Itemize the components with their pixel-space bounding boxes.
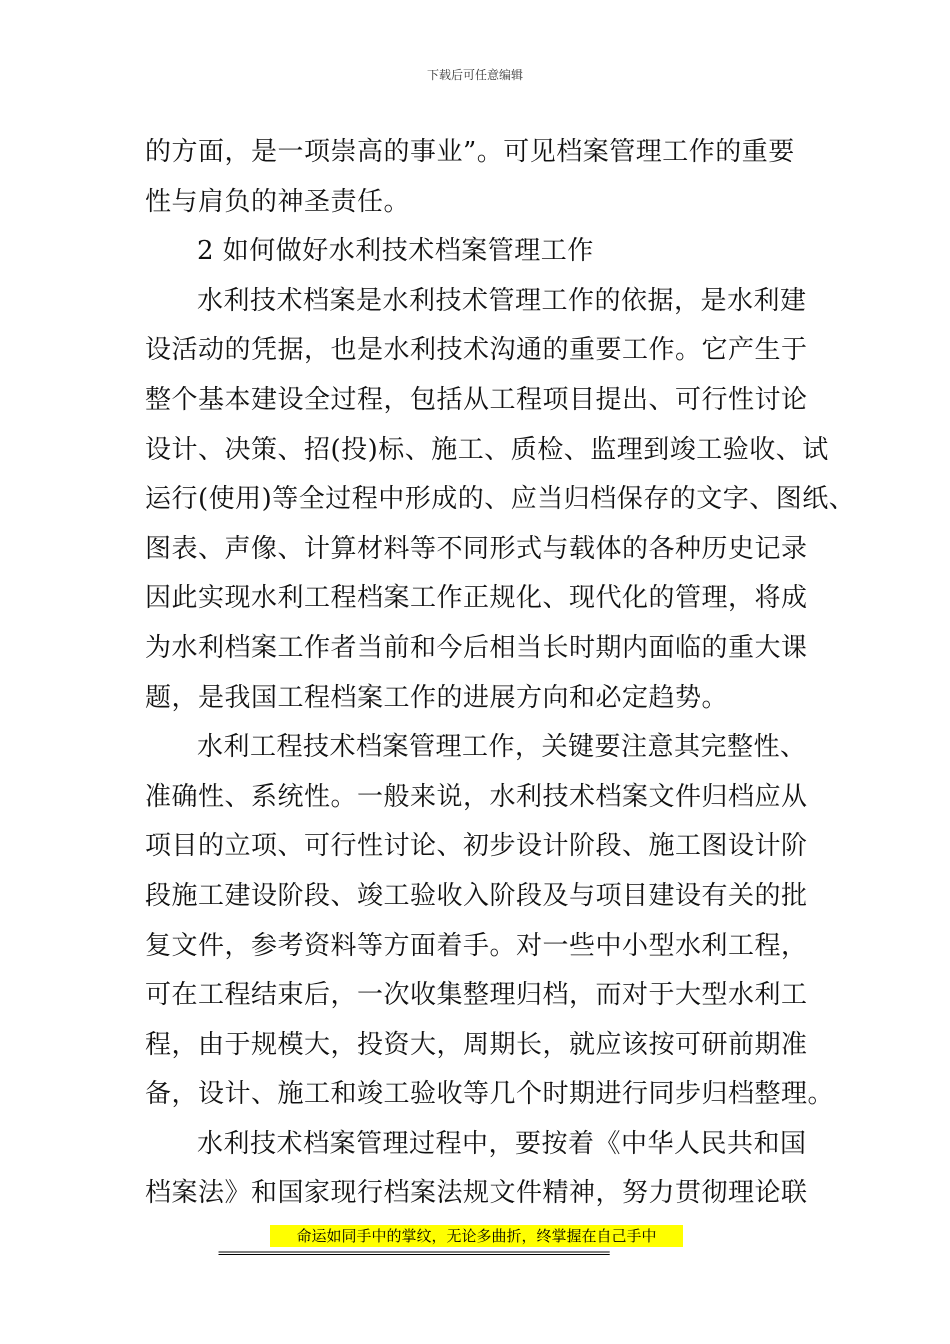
text-line: 的方面，是一项崇高的事业”。可见档案管理工作的重要 <box>145 137 795 167</box>
document-body <box>145 128 856 1219</box>
text-line: 为水利档案工作者当前和今后相当长时期内面临的重大课 <box>145 632 808 663</box>
text-line: 题，是我国工程档案工作的进展方向和必定趋势。 <box>145 682 729 713</box>
text-line: 水利技术档案管理过程中，要按着《中华人民共和国 <box>197 1128 807 1159</box>
footer-divider: ========================================================================== <box>218 1246 609 1260</box>
text-line: 水利工程技术档案管理工作，关键要注意其完整性、 <box>197 732 807 763</box>
text-line: 运行(使用)等全过程中形成的、应当归档保存的文字、图纸、 <box>145 484 856 515</box>
page-header: 下载后可任意编辑 <box>426 68 523 82</box>
text-line: 备，设计、施工和竣工验收等几个时期进行同步归档整理。 <box>145 1079 835 1110</box>
text-line: 设计、决策、招(投)标、施工、质检、监理到竣工验收、试 <box>145 434 829 465</box>
text-line: 准确性、系统性。一般来说，水利技术档案文件归档应从 <box>145 781 808 812</box>
text-line: 项目的立项、可行性讨论、初步设计阶段、施工图设计阶 <box>145 831 808 862</box>
footer-slogan: 命运如同手中的掌纹，无论多曲折，终掌握在自己手中 <box>270 1225 683 1247</box>
text-line: 段施工建设阶段、竣工验收入阶段及与项目建设有关的批 <box>145 880 808 911</box>
text-line: 复文件，参考资料等方面着手。对一些中小型水利工程， <box>145 930 808 961</box>
text-line: 性与肩负的神圣责任。 <box>145 186 411 217</box>
text-line: 程，由于规模大，投资大，周期长，就应该按可研前期准 <box>145 1029 808 1060</box>
text-line: 设活动的凭据，也是水利技术沟通的重要工作。它产生于 <box>145 335 808 366</box>
section-heading: 2 如何做好水利技术档案管理工作 <box>197 236 594 267</box>
text-line: 整个基本建设全过程，包括从工程项目提出、可行性讨论 <box>145 384 808 415</box>
text-line: 因此实现水利工程档案工作正规化、现代化的管理，将成 <box>145 583 808 614</box>
text-line: 档案法》和国家现行档案法规文件精神，努力贯彻理论联 <box>145 1178 808 1209</box>
text-line: 图表、声像、计算材料等不同形式与载体的各种历史记录 <box>145 533 808 564</box>
text-line: 水利技术档案是水利技术管理工作的依据，是水利建 <box>197 285 807 316</box>
text-line: 可在工程结束后，一次收集整理归档，而对于大型水利工 <box>145 980 808 1011</box>
